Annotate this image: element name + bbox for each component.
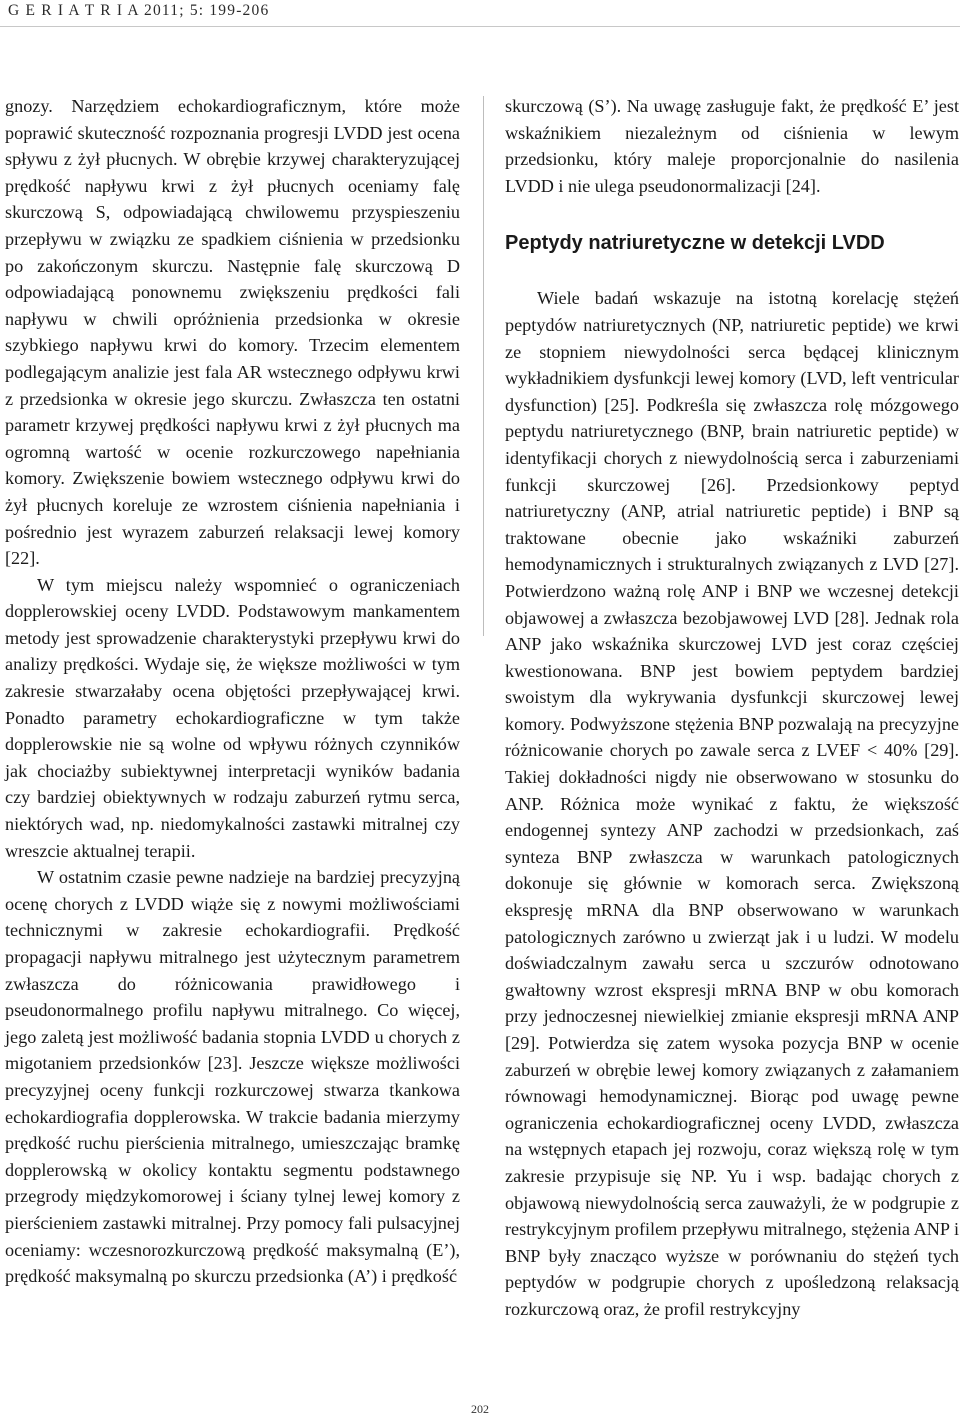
page-number: 202 xyxy=(471,1402,489,1416)
right-column xyxy=(505,93,959,1323)
body-paragraph: W ostatnim czasie pewne nadzieje na bardziej precyzyjną ocenę chorych z LVDD wiąże się z nowymi możliwościami technicznymi w zakresie echokardiografii. Prędkość propagacji napływu mitralnego jest użytecznym parametrem zwłaszcza do różnicowania prawidłowego i pseudonormalnego profilu napływu mitralnego. Co więcej, jego zaletą jest możliwość badania stopnia LVDD u chorych z migotaniem przedsionków [23]. Jeszcze większe możliwości precyzyjnej oceny funkcji rozkurczowej stwarza tkankowa echokardiografia dopplerowska. W trakcie badania mierzymy prędkość ruchu pierścienia mitralnego, umieszczając bramkę dopplerowską w okolicy kontaktu segmentu podstawnego przegrody międzykomorowej i ściany tylnej lewej komory z pierścieniem zastawki mitralnej. Przy pomocy fali pulsacyjnej oceniamy: wczesnorozkurczową prędkość maksymalną (E’), prędkość maksymalną po skurczu przedsionka (A’) i prędkość xyxy=(5,867,460,1287)
body-paragraph: W tym miejscu należy wspomnieć o ograniczeniach dopplerowskiej oceny LVDD. Podstawowym mankamentem metody jest sprowadzenie charakterystyki przepływu krwi do analizy prędkości. Wydaje się, że większe możliwości w tym zakresie stwarzałaby ocena objętości przepływającej krwi. Ponadto parametry echokardiograficzne w tym także dopplerowskie nie są wolne od wpływu różnych czynników jak chociażby subiektywnej interpretacji wyników badania czy bardziej obiektywnych w rodzaju zaburzeń rytmu serca, niektórych wad, np. niedomykalności zastawki mitralnej czy wreszcie aktualnej terapii. xyxy=(5,574,460,861)
section-heading: Peptydy natriuretyczne w detekcji LVDD xyxy=(505,232,885,255)
left-column xyxy=(5,93,460,1290)
body-paragraph: skurczową (S’). Na uwagę zasługuje fakt, że prędkość E’ jest wskaźnikiem niezależnym od ciśnienia w lewym przedsionku, który maleje proporcjonalnie do nasilenia LVDD i nie ulega pseudonormalizacji [24]. xyxy=(505,96,959,196)
body-paragraph: Wiele badań wskazuje na istotną korelację stężeń peptydów natriuretycznych (NP, natriuretic peptide) we krwi ze stopniem niewydolności serca będącej klinicznym wykładnikiem dysfunkcji lewej komory (LVD, left ventricular dysfunction) [25]. Podkreśla się zwłaszcza rolę mózgowego peptydu natriuretycznego (BNP, brain natriuretic peptide) w identyfikacji chorych z niewydolnością serca i zaburzeniami funkcji skurczowej [26]. Przedsionkowy peptyd natriuretyczny (ANP, atrial natriuretic peptide) i BNP są traktowane obecnie jako wskaźniki zaburzeń hemodynamicznych i strukturalnych związanych z LVD [27]. Potwierdzono ważną rolę ANP i BNP we wczesnej detekcji objawowej a zwłaszcza bezobjawowej LVD [28]. Jednak rola ANP jako wskaźnika skurczowej LVD jest coraz częściej kwestionowana. BNP jest bowiem peptydem bardziej swoistym dla wykrywania dysfunkcji skurczowej lewej komory. Podwyższone stężenia BNP pozwalają na precyzyjne różnicowanie chorych po zawale serca z LVEF < 40% [29]. Takiej dokładności nigdy nie obserwowano w stosunku do ANP. Różnica może wynikać z faktu, że większość endogennej syntezy ANP zachodzi w przedsionkach, zaś synteza BNP zwłaszcza w warunkach patologicznych dokonuje się głównie w komorach serca. Zwiększoną ekspresję mRNA dla BNP obserwowano w warunkach patologicznych zarówno u zwierząt jak i u ludzi. W modelu doświadczalnym zawału serca u szczurów odnotowano gwałtowny wzrost ekspresji mRNA BNP w obu komorach przy jednoczesnej niewielkiej zmianie ekspresji mRNA ANP [29]. Potwierdza się zatem wysoka pozycja BNP w ocenie zaburzeń w obrębie lewej komory związanych z załamaniem równowagi hemodynamicznej. Biorąc pod uwagę pewne ograniczenia echokardiograficznej oceny LVDD, zwłaszcza na wstępnych etapach jej rozwoju, coraz większą rolę w tym zakresie przypisuje się NP. Yu i wsp. badając chorych z objawową niewydolnością serca zauważyli, że w podgrupie z restrykcyjnym profilem przepływu mitralnego, stężenia ANP i BNP były znacząco wyższe w porównaniu do stężeń tych peptydów w podgrupie chorych z upośledzoną relaksacją rozkurczową oraz, że profil restrykcyjny xyxy=(505,288,959,1319)
running-header: G E R I A T R I A 2011; 5: 199-206 xyxy=(8,2,270,19)
header-rule xyxy=(0,26,960,27)
column-divider xyxy=(483,96,484,636)
body-paragraph: gnozy. Narzędziem echokardiograficznym, które może poprawić skuteczność rozpoznania progresji LVDD jest ocena spływu z żył płucnych. W obrębie krzywej charakteryzującej prędkość napływu krwi z żył płucnych oceniamy falę skurczową S, odpowiadającą chwilowemu przyspieszeniu przepływu w związku ze spadkiem ciśnienia w przedsionku po zakończonym skurczu. Następnie falę skurczową D odpowiadającą ponownemu zwiększeniu prędkości fali napływu w chwili opróżnienia przedsionka w okresie szybkiego napływu krwi do komory. Trzecim elementem podlegającym analizie jest fala AR wstecznego odpływu krwi z przedsionka w okresie jego skurczu. Zwłaszcza ten ostatni parametr krzywej prędkości napływu krwi z żył płucnych ma ogromną wartość w ocenie rozkurczowego napełniania komory. Zwiększenie bowiem wstecznego odpływu krwi do żył płucnych koreluje ze wzrostem ciśnienia napełniania i pośrednio jest wyrazem zaburzeń relaksacji lewej komory [22]. xyxy=(5,96,460,569)
